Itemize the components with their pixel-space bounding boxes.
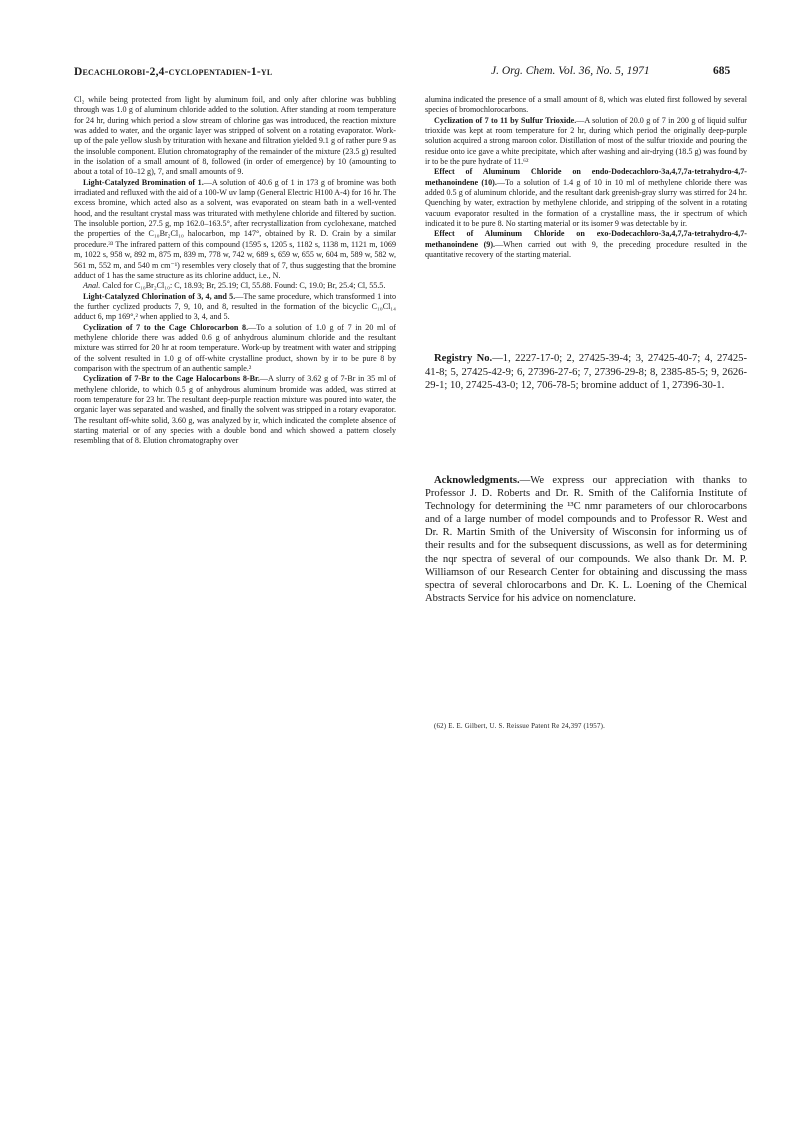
section-heading: Effect of Aluminum Chloride on exo-Dodecachloro-3a,4,7,7a-tetrahydro-4,7-methanoindene (9). bbox=[425, 229, 747, 249]
section-heading: Effect of Aluminum Chloride on endo-Dodecachloro-3a,4,7,7a-tetrahydro-4,7-methanoindene (10). bbox=[425, 167, 747, 187]
acknowledgments bbox=[425, 474, 747, 605]
paragraph bbox=[425, 167, 747, 229]
paragraph-text: —To a solution of 1.4 g of 10 in 10 ml of methylene chloride there was added 0.5 g of aluminum chloride, and the resultant dark greenish-gray slurry was stirred for 24 hr. Quenching by water, extraction by methylene chloride, and stripping of the solvent in a rotating vacuum evaporator resulted in the formation of a crystalline mass, the ir spectrum of which indicated it to be pure 8. No starting material or its isomer 9 was detectable by ir. bbox=[425, 177, 747, 229]
page-number: 685 bbox=[713, 65, 731, 77]
section-heading: Cyclization of 7-Br to the Cage Halocarbons 8-Br. bbox=[83, 374, 260, 384]
paragraph bbox=[74, 374, 396, 446]
paragraph-text: —A slurry of 3.62 g of 7-Br in 35 ml of methylene chloride, to which 0.5 g of anhydrous aluminum bromide was added, was stirred at room temperature for 23 hr. The resultant deep-purple reaction mixture was poured into water, the organic layer was separated and washed, and finally the solvent was stripped in a rotary evaporator. The resultant off-white solid, 3.60 g, was analyzed by ir, which indicated the complete absence of starting material or of any species with a double bond and which showed a pattern closely resembling that of 8. Elution chromatography over bbox=[74, 374, 396, 446]
paragraph-text: —A solution of 40.6 g of 1 in 173 g of bromine was both irradiated and refluxed with the aid of a 100-W uv lamp (General Electric H100 A-4) for 16 hr. The excess bromine, which acted also as a solvent, was evaporated on steam bath in a well-vented hood, and the resultant crystal mass was triturated with methylene chloride and filtered by suction. The insoluble portion, 27.5 g, mp 162.0–163.5°, after recrystallization from cyclohexane, matched the properties of the C₁₀Br₂Cl₁₀ halocarbon, mp 147°, obtained by R. D. Crain by a similar procedure.³³ The infrared pattern of this compound (1595 s, 1205 s, 1182 s, 1138 m, 1121 m, 1069 m, 1022 s, 958 w, 892 m, 875 m, 839 m, 778 w, 742 w, 689 s, 659 w, 655 w, 604 m, 589 w, 582 w, 561 m, 552 m, and 540 m cm⁻¹) resembles very closely that of 7, thus suggesting that the bromine adduct of 1 has the same structure as its chlorine adduct, i.e., N. bbox=[74, 177, 396, 280]
paragraph bbox=[74, 292, 396, 323]
journal-citation: J. Org. Chem. Vol. 36, No. 5, 1971 bbox=[491, 65, 650, 77]
paragraph-text: —To a solution of 1.0 g of 7 in 20 ml of methylene chloride there was added 0.6 g of anhydrous aluminum chloride and the resultant mixture was stirred for 20 hr at room temperature. Work-up by treatment with water and stripping of the solvent resulted in 1.0 g of off-white crystalline product, shown by ir to be pure 8 by comparison with the spectrum of an authentic sample.² bbox=[74, 322, 396, 373]
paragraph-text: —The same procedure, which transformed 1 into the further cyclized products 7, 9, 10, and 8, resulted in the formation of the bicyclic C₁₀Cl₁₄ adduct 6, mp 169°,² when applied to 3, 4, and 5. bbox=[74, 291, 396, 322]
section-heading: Cyclization of 7 to 11 by Sulfur Trioxide. bbox=[434, 115, 577, 125]
footnote: (62) E. E. Gilbert, U. S. Reissue Patent Re 24,397 (1957). bbox=[434, 723, 606, 730]
paragraph bbox=[74, 178, 396, 281]
acknowledgments-heading: Acknowledgments. bbox=[434, 475, 520, 486]
acknowledgments-text: —We express our appreciation with thanks to Professor J. D. Roberts and Dr. R. Smith of the California Institute of Technology for determining the ¹³C nmr parameters of our chlorocarbons and of a large number of model compounds and to Professor R. West and Dr. R. Martin Smith of the University of Wisconsin for informing us of their results and for the subsequent discussions, as well as for determining the nqr spectra of several of our compounds. We also thank Dr. M. P. Williamson of our Research Center for obtaining and discussing the mass spectra of several chlorocarbons and Dr. K. L. Loening of the Chemical Abstracts Service for his advice on nomenclature. bbox=[425, 475, 747, 604]
left-column bbox=[74, 95, 396, 447]
paragraph bbox=[425, 116, 747, 168]
registry-heading: Registry No. bbox=[434, 353, 493, 364]
running-title: Decachlorobi-2,4-cyclopentadien-1-yl bbox=[74, 66, 273, 78]
paragraph-text: —When carried out with 9, the preceding procedure resulted in the quantitative recovery of the starting material. bbox=[425, 239, 747, 260]
section-heading: Light-Catalyzed Chlorination of 3, 4, and 5. bbox=[83, 291, 236, 301]
registry-text: —1, 2227-17-0; 2, 27425-39-4; 3, 27425-40-7; 4, 27425-41-8; 5, 27425-42-9; 6, 27396-27-6; 7, 27396-29-8; 8, 2385-85-5; 9, 2626-29-1; 10, 27425-43-0; 12, 706-78-5; bromine adduct of 1, 27396-30-1. bbox=[425, 353, 747, 392]
paragraph bbox=[74, 323, 396, 375]
section-heading: Light-Catalyzed Bromination of 1. bbox=[83, 177, 204, 187]
right-column bbox=[425, 95, 747, 261]
paragraph-text: Calcd for C₁₀Br₂Cl₁₀: C, 18.93; Br, 25.19; Cl, 55.88. Found: C, 19.0; Br, 25.4; Cl, 55.5. bbox=[100, 281, 386, 291]
paragraph bbox=[74, 281, 396, 291]
registry-numbers bbox=[425, 352, 747, 393]
paragraph: alumina indicated the presence of a small amount of 8, which was eluted first followed by several species of bromochlorocarbons. bbox=[425, 95, 747, 115]
analysis-label: Anal. bbox=[83, 281, 101, 291]
paragraph-text: —A solution of 20.0 g of 7 in 200 g of liquid sulfur trioxide was kept at room temperature for 2 hr, during which period the originally deep-purple solution acquired a strong maroon color. Distillation of most of the sulfur trioxide and pouring the residue onto ice gave a white precipitate, which after washing and air-drying (18.5 g) was found by ir to be the pure hydrate of 11.⁶² bbox=[425, 115, 747, 167]
section-heading: Cyclization of 7 to the Cage Chlorocarbon 8. bbox=[83, 322, 249, 332]
paragraph: Cl₂ while being protected from light by aluminum foil, and only after chlorine was bubbling through was 1.0 g of aluminum chloride added to the solution. After standing at room temperature for 24 hr, during which period a slow stream of chlorine gas was introduced, the reaction mixture was added to water, and the organic layer was stripped of solvent on a rotating evaporator. Work-up of the pale yellow slush by trituration with hexane and filtration yielded 9.1 g of rather pure 9 as the insoluble component. Elution chromatography of the remainder of the mixture (23.5 g) resulted in the isolation of a small amount of 8, followed (in order of emergence) by 10 (amounting to about a total of 10–12 g), 7, and small amounts of 9. bbox=[74, 95, 396, 177]
paragraph bbox=[425, 229, 747, 260]
